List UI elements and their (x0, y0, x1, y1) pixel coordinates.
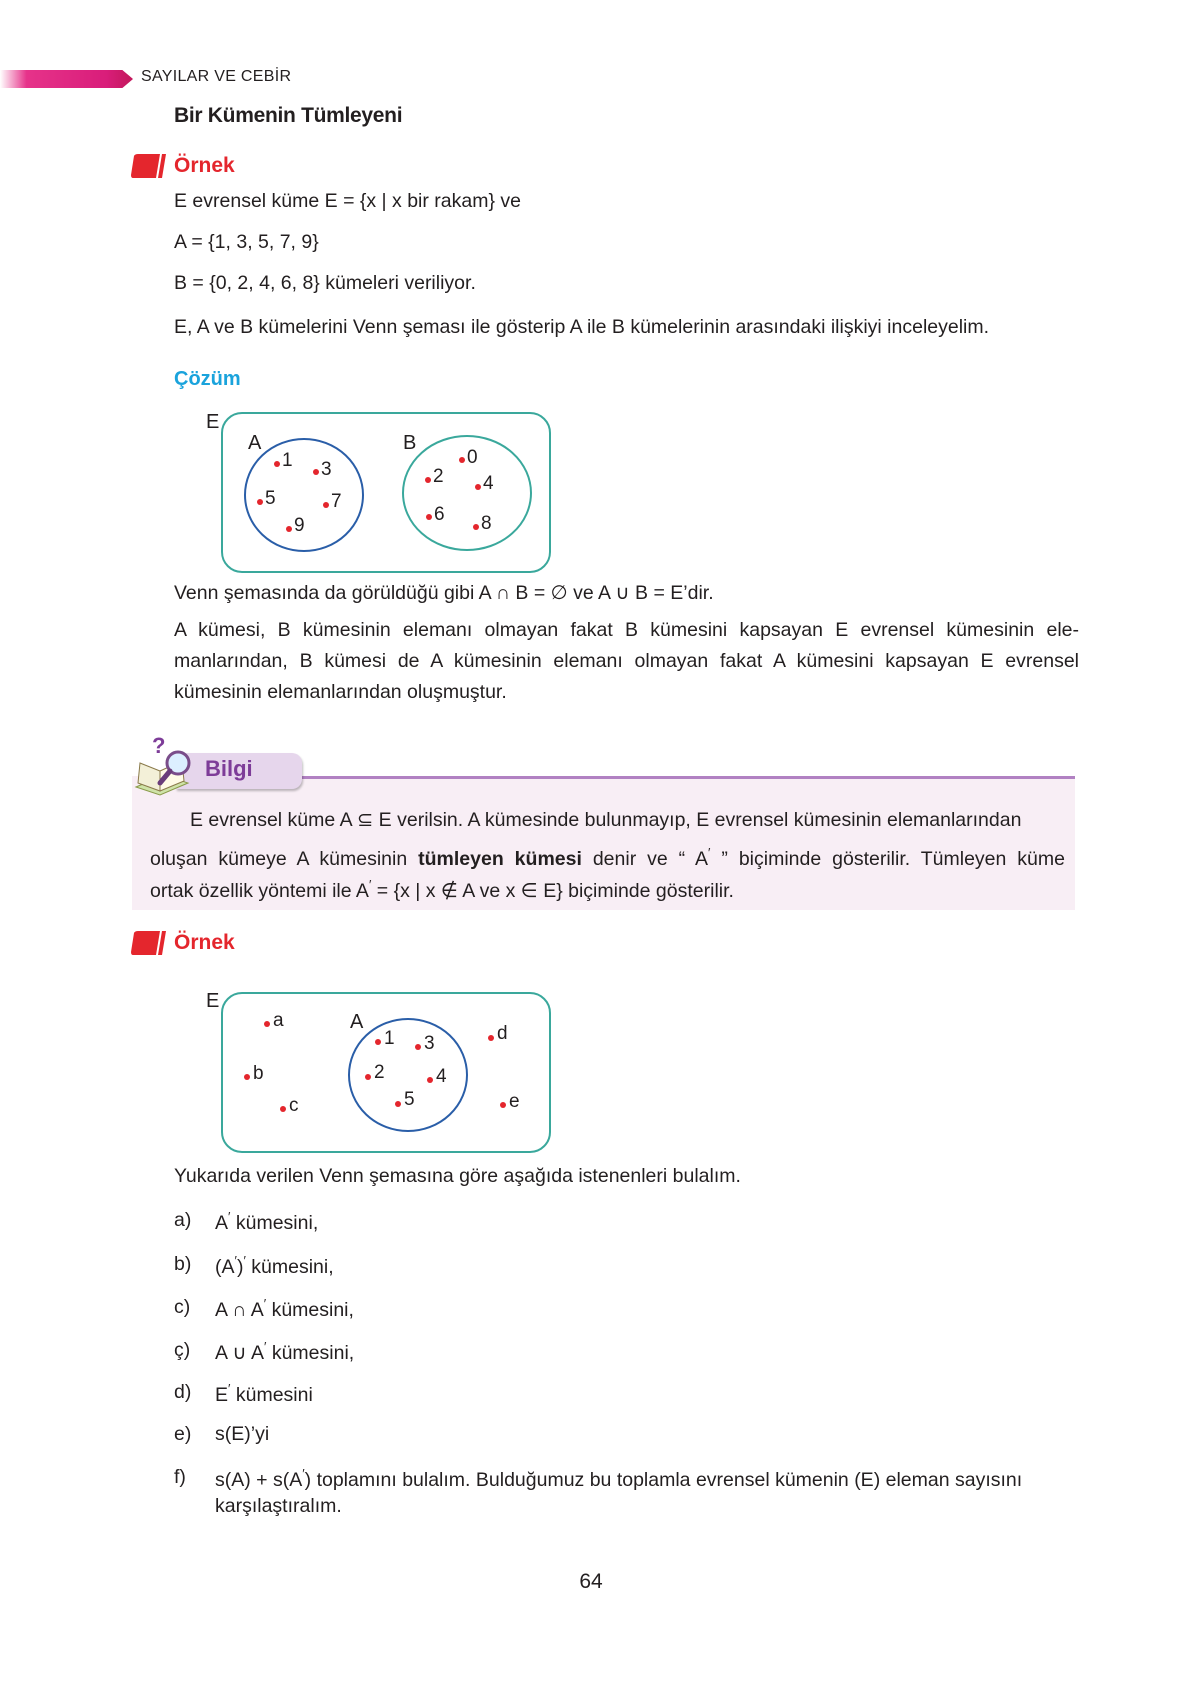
question-text-part: A (215, 1212, 229, 1234)
solution-text-2-line-2: manlarından, B kümesi de A kümesinin elemanı olmayan fakat A kümesini kapsayan E evrensel (174, 650, 1079, 672)
element-dot (488, 1035, 494, 1041)
element-dot (395, 1101, 401, 1107)
set-b-element: 0 (467, 447, 478, 468)
question-letter: c) (174, 1296, 191, 1318)
question-text (215, 1466, 1022, 1492)
prime-mark: ′ (228, 1209, 231, 1224)
question-text-part: (A (215, 1256, 235, 1278)
set-b-element: 6 (434, 504, 445, 525)
solution-label: Çözüm (174, 368, 241, 390)
prime-mark: ′ (302, 1466, 305, 1481)
element-dot (426, 514, 432, 520)
question-letter: d) (174, 1381, 192, 1403)
element-dot (274, 461, 280, 467)
outside-element: b (253, 1063, 264, 1084)
element-dot (475, 484, 481, 490)
element-dot (473, 524, 479, 530)
bilgi-divider (300, 776, 1075, 779)
bilgi-line-2-mid: denir ve “ A (581, 848, 709, 870)
bilgi-line-1: E evrensel küme A ⊆ E verilsin. A kümesinde bulunmayıp, E evrensel kümesinin elemanlarından (190, 809, 1022, 831)
set-a-element: 1 (282, 450, 293, 471)
bilgi-line-2-start: oluşan kümeye A kümesinin (150, 848, 419, 870)
question-letter: ç) (174, 1339, 191, 1361)
example-1-line-2: A = {1, 3, 5, 7, 9} (174, 231, 319, 253)
bilgi-line-2-end: ” biçiminde gösterilir. Tümleyen küme (710, 848, 1065, 870)
venn-diagram-1 (200, 405, 560, 580)
question-text (215, 1339, 354, 1365)
bilgi-term: tümleyen kümesi (418, 848, 582, 870)
prime-mark: ′ (708, 845, 711, 860)
element-dot (244, 1074, 250, 1080)
outside-element: a (273, 1010, 284, 1031)
element-dot (323, 502, 329, 508)
question-text (215, 1209, 318, 1235)
element-dot (375, 1039, 381, 1045)
outside-element: d (497, 1023, 508, 1044)
set-a-element: 3 (321, 459, 332, 480)
section-title: Bir Kümenin Tümleyeni (174, 104, 403, 127)
example-1-label: Örnek (174, 154, 235, 177)
element-dot (280, 1106, 286, 1112)
solution-text-1: Venn şemasında da görüldüğü gibi A ∩ B = ∅ ve A ∪ B = E’dir. (174, 582, 714, 604)
question-text-part: kümesini, (266, 1299, 354, 1321)
bilgi-line-3-end: = {x | x ∉ A ve x ∈ E} biçiminde gösterilir. (371, 880, 734, 902)
bilgi-label: Bilgi (205, 756, 253, 781)
question-text-part: ) (236, 1256, 244, 1278)
set-b-element: 8 (481, 513, 492, 534)
header-accent-bar (0, 70, 133, 88)
element-dot (313, 469, 319, 475)
question-letter: e) (174, 1423, 192, 1445)
question-text-part: kümesini, (266, 1342, 355, 1364)
element-dot (264, 1021, 270, 1027)
set-a-element: 3 (424, 1033, 435, 1054)
svg-text:?: ? (152, 735, 166, 758)
set-a-element: 2 (374, 1062, 385, 1083)
set-a-element: 7 (331, 491, 342, 512)
set-b-label: B (403, 432, 417, 454)
prime-mark: ′ (234, 1253, 237, 1268)
set-a-element: 1 (384, 1028, 395, 1049)
set-a-element: 4 (436, 1066, 447, 1087)
question-text-part: A ∪ A (215, 1342, 264, 1364)
example-1-line-3: B = {0, 2, 4, 6, 8} kümeleri veriliyor. (174, 272, 476, 294)
solution-text-2-line-1: A kümesi, B kümesinin elemanı olmayan fakat B kümesini kapsayan E evrensel kümesinin ele- (174, 619, 1079, 641)
question-text-part: A ∩ A (215, 1299, 264, 1321)
question-text-part: kümesini (230, 1384, 313, 1406)
prime-mark: ′ (263, 1296, 267, 1311)
set-a-element: 5 (265, 488, 276, 509)
bilgi-line-3-start: ortak özellik yöntemi ile A (150, 880, 369, 902)
outside-element: e (509, 1091, 520, 1112)
bilgi-magnifier-book-icon (130, 735, 200, 797)
prime-mark: ′ (263, 1339, 267, 1354)
set-a-element: 9 (294, 515, 305, 536)
prime-mark: ′ (243, 1253, 246, 1268)
element-dot (427, 1077, 433, 1083)
set-b-element: 2 (433, 466, 444, 487)
question-text-part: s(E)’yi (215, 1423, 270, 1445)
set-a-element: 5 (404, 1089, 415, 1110)
question-text-part: E (215, 1384, 229, 1406)
question-text (215, 1296, 354, 1322)
element-dot (500, 1102, 506, 1108)
bilgi-line-3 (150, 869, 734, 907)
example-1-line-4: E, A ve B kümelerini Venn şeması ile gösterip A ile B kümelerinin arasındaki ilişkiyi inceleyelim. (174, 316, 990, 338)
question-letter: b) (174, 1253, 192, 1275)
section-header-label: SAYILAR VE CEBİR (141, 68, 292, 85)
question-text (215, 1381, 313, 1407)
element-dot (415, 1044, 421, 1050)
set-a-label: A (248, 432, 262, 454)
outside-element: c (289, 1095, 299, 1116)
element-dot (459, 457, 465, 463)
prime-mark: ′ (228, 1381, 231, 1396)
element-dot (257, 499, 263, 505)
question-text (215, 1423, 269, 1446)
ornek-icon (130, 930, 170, 956)
question-text-part: kümesini, (245, 1256, 334, 1278)
set-b-element: 4 (483, 473, 494, 494)
question-text-part: s(A) + s(A (215, 1469, 303, 1491)
example-2-label: Örnek (174, 931, 235, 954)
page-number: 64 (579, 1570, 603, 1593)
question-text (215, 1253, 334, 1279)
element-dot (425, 477, 431, 483)
element-dot (286, 526, 292, 532)
example-1-line-1: E evrensel küme E = {x | x bir rakam} ve (174, 190, 522, 212)
element-dot (365, 1074, 371, 1080)
solution-text-2-line-3: kümesinin elemanlarından oluşmuştur. (174, 681, 507, 703)
question-text-line-2: karşılaştıralım. (215, 1495, 342, 1517)
question-letter: f) (174, 1466, 186, 1488)
universal-label: E (206, 990, 220, 1012)
universal-label: E (206, 411, 220, 433)
set-a-label: A (350, 1011, 364, 1033)
ornek-icon (130, 153, 170, 179)
venn-diagram-2 (200, 985, 560, 1160)
question-letter: a) (174, 1209, 192, 1231)
question-text-part: kümesini, (230, 1212, 319, 1234)
prime-mark: ′ (368, 877, 372, 892)
example-2-intro: Yukarıda verilen Venn şemasına göre aşağıda istenenleri bulalım. (174, 1165, 741, 1187)
question-text-part: ) toplamını bulalım. Bulduğumuz bu toplamla evrensel kümenin (E) eleman sayısını (304, 1469, 1023, 1491)
